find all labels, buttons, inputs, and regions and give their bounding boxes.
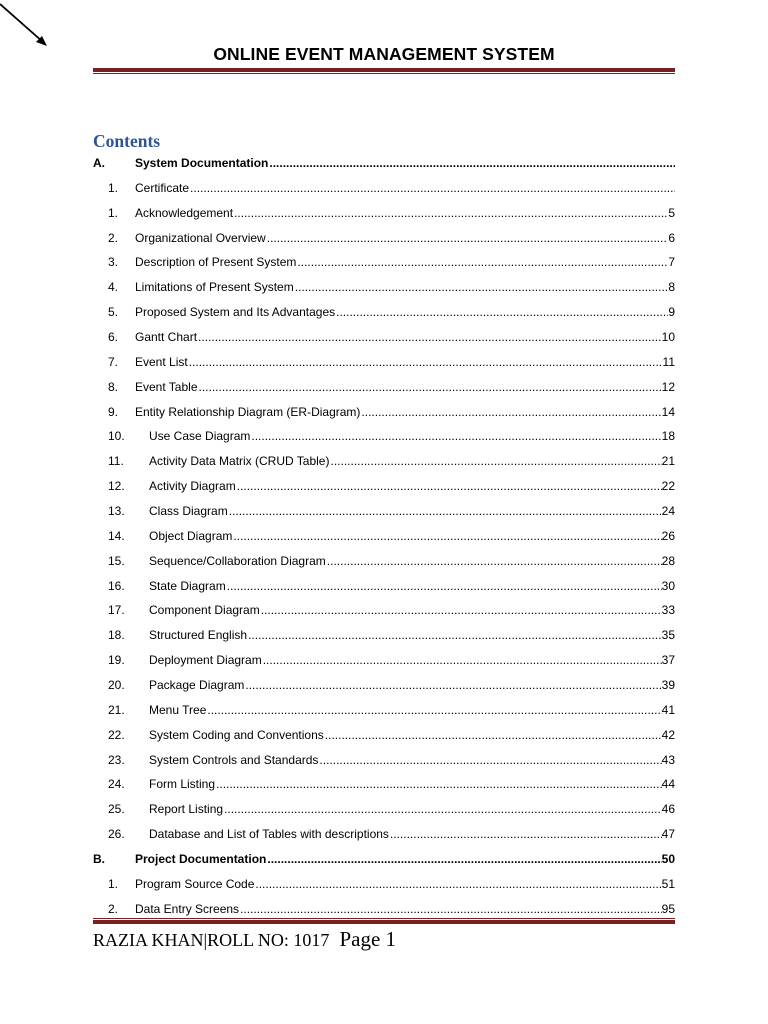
toc-entry-title: Package Diagram [149,678,245,693]
toc-entry-page: 5 [668,205,675,220]
toc-entry-number: 6. [108,330,119,345]
toc-dot-leader [234,201,668,226]
toc-entry-number: 9. [108,404,119,419]
toc-entry[interactable] [93,176,675,201]
toc-dot-leader [248,623,662,648]
toc-entry-page: 95 [661,901,675,916]
toc-entry-title: Activity Data Matrix (CRUD Table) [149,454,330,469]
toc-dot-leader [267,847,661,872]
toc-entry-number: 15. [108,553,125,568]
toc-dot-leader [198,325,662,350]
toc-dot-leader [245,673,661,698]
header-rule [93,68,675,74]
toc-entry-title: Structured English [149,628,248,643]
toc-entry[interactable] [93,424,675,449]
toc-entry-title: Deployment Diagram [149,653,262,668]
toc-dot-leader [297,250,668,275]
toc-dot-leader [261,598,662,623]
toc-entry-title: Activity Diagram [149,479,236,494]
toc-entry-number: 21. [108,702,125,717]
toc-dot-leader [233,524,661,549]
toc-entry[interactable] [93,648,675,673]
toc-entry[interactable] [93,847,675,872]
toc-entry[interactable] [93,524,675,549]
toc-entry-page: 12 [661,379,675,394]
footer-page-number: Page 1 [339,927,397,951]
toc-entry[interactable] [93,872,675,897]
toc-entry[interactable] [93,226,675,251]
toc-entry-number: A. [93,156,105,170]
toc-entry-page: 30 [661,578,675,593]
toc-entry-title: Sequence/Collaboration Diagram [149,553,326,568]
toc-entry-title: Data Entry Screens [135,901,240,916]
toc-entry-number: 1. [108,876,119,891]
toc-entry-title: State Diagram [149,578,226,593]
toc-entry-page: 39 [661,678,675,693]
toc-dot-leader [330,449,661,474]
toc-entry-title: Proposed System and Its Advantages [135,305,336,320]
toc-entry-page: 24 [661,504,675,519]
toc-dot-leader [216,772,662,797]
toc-dot-leader [227,574,662,599]
toc-entry[interactable] [93,748,675,773]
toc-entry[interactable] [93,772,675,797]
toc-entry-title: Report Listing [149,802,224,817]
toc-dot-leader [390,822,662,847]
toc-entry[interactable] [93,549,675,574]
toc-entry-page: 9 [668,305,675,320]
toc-entry-title: Database and List of Tables with descriptions [149,827,389,842]
toc-entry-number: 7. [108,354,119,369]
toc-dot-leader [229,499,662,524]
toc-entry-page: 10 [661,330,675,345]
toc-entry-page: 7 [668,255,675,270]
toc-entry-title: Use Case Diagram [149,429,251,444]
toc-entry-number: 16. [108,578,125,593]
toc-entry[interactable] [93,723,675,748]
toc-entry-title: System Controls and Standards [149,752,319,767]
toc-entry-number: 1. [108,205,119,220]
toc-entry[interactable] [93,325,675,350]
toc-entry[interactable] [93,822,675,847]
toc-dot-leader [251,424,661,449]
toc-dot-leader [267,226,669,251]
toc-entry-title: Limitations of Present System [135,280,294,295]
toc-dot-leader [327,549,662,574]
toc-entry-page: 22 [661,479,675,494]
toc-entry[interactable] [93,797,675,822]
toc-entry-number: 1. [108,180,119,195]
contents-heading: Contents [93,131,161,151]
toc-entry[interactable] [93,449,675,474]
toc-entry[interactable] [93,375,675,400]
toc-entry[interactable] [93,598,675,623]
toc-entry-page: 6 [668,230,675,245]
toc-entry[interactable] [93,623,675,648]
toc-entry[interactable] [93,201,675,226]
toc-entry-page: 28 [661,553,675,568]
toc-entry-title: System Coding and Conventions [149,727,324,742]
toc-entry-number: 8. [108,379,119,394]
toc-dot-leader [224,797,662,822]
toc-entry-page: 11 [662,354,675,369]
toc-entry-number: 13. [108,504,125,519]
toc-entry-page: 51 [661,876,675,891]
toc-entry-page: 35 [661,628,675,643]
toc-entry-page: 46 [661,802,675,817]
toc-entry-page: 43 [661,752,675,767]
footer-rule [93,918,675,924]
toc-entry-title: Project Documentation [135,852,267,867]
toc-entry-page: 37 [661,653,675,668]
toc-dot-leader [255,872,661,897]
toc-dot-leader [361,400,661,425]
toc-entry-number: 12. [108,479,125,494]
toc-dot-leader [190,176,675,201]
toc-entry-page: 18 [661,429,675,444]
footer-author: RAZIA KHAN|ROLL NO: 1017 [93,930,330,950]
toc-entry-page: 41 [661,702,675,717]
toc-entry-number: 23. [108,752,125,767]
toc-entry[interactable] [93,499,675,524]
toc-entry-number: 20. [108,678,125,693]
toc-entry-title: Acknowledgement [135,205,234,220]
toc-entry-page: 8 [668,280,675,295]
toc-dot-leader [263,648,662,673]
toc-entry-title: Gantt Chart [135,330,198,345]
toc-entry[interactable] [93,698,675,723]
toc-entry[interactable] [93,574,675,599]
toc-entry[interactable] [93,350,675,375]
toc-entry-page: 47 [661,827,675,842]
toc-entry-title: Program Source Code [135,876,255,891]
toc-entry-title: Form Listing [149,777,216,792]
toc-entry[interactable] [93,151,675,176]
toc-entry-title: Class Diagram [149,504,228,519]
toc-entry-title: Event List [135,354,188,369]
toc-entry[interactable] [93,474,675,499]
toc-entry-title: Description of Present System [135,255,297,270]
toc-entry-number: 3. [108,255,119,270]
toc-entry-number: 18. [108,628,125,643]
toc-entry-number: 5. [108,305,119,320]
toc-entry[interactable] [93,300,675,325]
toc-entry-number: 2. [108,901,119,916]
toc-dot-leader [189,350,663,375]
toc-entry-number: B. [93,852,105,867]
toc-dot-leader [207,698,661,723]
toc-dot-leader [319,748,661,773]
toc-entry-number: 24. [108,777,125,792]
toc-entry-page: 21 [661,454,675,469]
toc-entry-number: 22. [108,727,125,742]
toc-dot-leader [269,151,675,176]
arrow-icon [0,0,52,50]
table-of-contents [93,151,675,922]
toc-entry-title: Menu Tree [149,702,207,717]
toc-entry-page: 44 [661,777,675,792]
toc-entry-title: Organizational Overview [135,230,266,245]
toc-dot-leader [325,723,662,748]
toc-entry-number: 10. [108,429,125,444]
toc-dot-leader [237,474,662,499]
toc-dot-leader [295,275,669,300]
toc-entry-number: 2. [108,230,119,245]
footer [93,927,396,952]
toc-entry[interactable] [93,275,675,300]
toc-entry[interactable] [93,673,675,698]
toc-entry-page: 14 [661,404,675,419]
toc-entry-page: 26 [661,528,675,543]
toc-entry-number: 25. [108,802,125,817]
toc-entry[interactable] [93,400,675,425]
toc-entry-title: System Documentation [135,156,269,170]
toc-entry-number: 26. [108,827,125,842]
document-title: ONLINE EVENT MANAGEMENT SYSTEM [213,44,555,64]
toc-entry-title: Object Diagram [149,528,233,543]
toc-entry-page: 33 [661,603,675,618]
toc-entry-title: Entity Relationship Diagram (ER-Diagram) [135,404,361,419]
toc-dot-leader [199,375,662,400]
toc-entry-number: 19. [108,653,125,668]
toc-entry-number: 11. [108,454,124,469]
toc-entry-title: Event Table [135,379,198,394]
toc-entry-title: Component Diagram [149,603,260,618]
toc-entry-title: Certificate [135,180,190,195]
toc-entry-number: 17. [108,603,125,618]
toc-entry-page: 50 [661,852,675,867]
toc-entry-number: 14. [108,528,125,543]
toc-entry[interactable] [93,250,675,275]
toc-entry-page: 42 [661,727,675,742]
toc-dot-leader [336,300,668,325]
toc-entry-number: 4. [108,280,119,295]
